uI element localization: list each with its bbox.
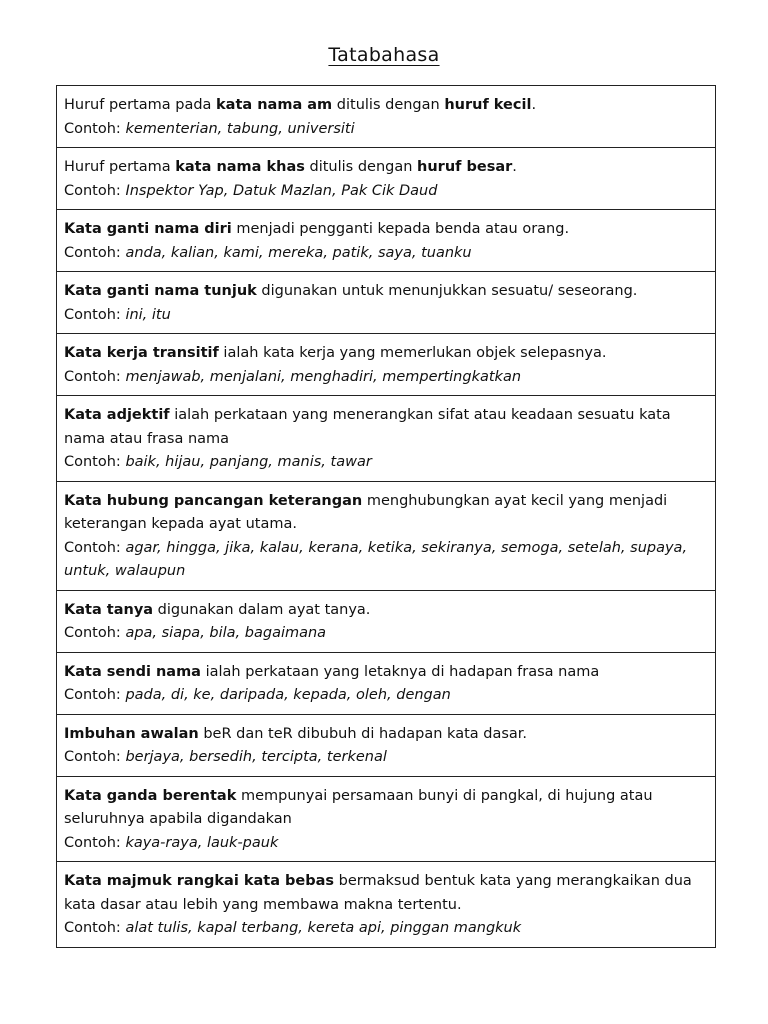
definition-text: menghubungkan ayat kecil yang menjadi keterangan kepada ayat utama.	[64, 492, 668, 532]
grammar-table	[56, 85, 716, 948]
contoh-label: Contoh:	[64, 834, 121, 851]
contoh-label: Contoh:	[64, 306, 121, 323]
definition-line	[64, 490, 708, 537]
example-line	[64, 917, 708, 941]
contoh-label: Contoh:	[64, 182, 121, 199]
definition-text: ialah perkataan yang menerangkan sifat atau keadaan sesuatu kata nama atau frasa nama	[64, 407, 671, 447]
grammar-row	[57, 776, 715, 862]
example-line	[64, 451, 708, 475]
contoh-label: Contoh:	[64, 625, 121, 641]
contoh-label: Contoh:	[64, 920, 121, 936]
grammar-term: Kata tanya	[64, 601, 154, 618]
grammar-row	[57, 590, 715, 652]
contoh-label: Contoh:	[64, 687, 121, 703]
grammar-term: Imbuhan awalan	[64, 725, 199, 742]
example-line	[64, 622, 708, 646]
definition-text: mempunyai persamaan bunyi di pangkal, di hujung atau seluruhnya apabila digandakan	[64, 787, 653, 827]
definition-text: digunakan untuk menunjukkan sesuatu/ seseorang.	[256, 283, 638, 299]
definition-line	[64, 599, 708, 623]
page-title: Tatabahasa	[328, 44, 440, 66]
example-words: berjaya, bersedih, tercipta, terkenal	[125, 749, 387, 765]
definition-line	[64, 218, 708, 242]
definition-text: Huruf pertama pada	[64, 97, 217, 113]
contoh-label: Contoh:	[64, 368, 121, 385]
definition-text: beR dan teR dibubuh di hadapan kata dasar.	[198, 725, 528, 742]
grammar-term: Kata adjektif	[64, 407, 170, 423]
grammar-term: huruf kecil	[444, 97, 532, 113]
definition-line	[64, 785, 708, 832]
grammar-row	[57, 714, 715, 776]
grammar-row	[57, 395, 715, 481]
definition-text: ditulis dengan	[304, 159, 418, 175]
contoh-label: Contoh:	[64, 749, 121, 765]
definition-text: .	[512, 159, 517, 175]
definition-text: menjadi pengganti kepada benda atau orang.	[231, 221, 570, 237]
definition-line	[64, 342, 708, 366]
grammar-term: Kata ganti nama tunjuk	[64, 283, 257, 299]
example-line	[64, 366, 708, 390]
example-line	[64, 180, 708, 204]
grammar-term: huruf besar	[417, 159, 513, 175]
definition-line	[64, 870, 708, 917]
example-words: anda, kalian, kami, mereka, patik, saya, tuanku	[125, 244, 472, 261]
example-line	[64, 118, 708, 142]
definition-text: ialah perkataan yang letaknya di hadapan frasa nama	[200, 663, 600, 680]
grammar-term: Kata hubung pancangan keterangan	[64, 492, 363, 509]
example-line	[64, 304, 708, 328]
definition-text: ditulis dengan	[332, 97, 445, 113]
grammar-row	[57, 86, 715, 147]
example-words: baik, hijau, panjang, manis, tawar	[125, 454, 372, 470]
grammar-row	[57, 481, 715, 590]
grammar-term: Kata sendi nama	[64, 663, 201, 680]
example-words: apa, siapa, bila, bagaimana	[125, 625, 327, 641]
grammar-term: Kata majmuk rangkai kata bebas	[64, 873, 335, 889]
example-line	[64, 684, 708, 708]
grammar-row	[57, 147, 715, 209]
example-words: kaya-raya, lauk-pauk	[125, 834, 279, 851]
grammar-row	[57, 861, 715, 947]
definition-line	[64, 723, 708, 747]
definition-line	[64, 404, 708, 451]
grammar-term: Kata kerja transitif	[64, 345, 219, 361]
grammar-row	[57, 652, 715, 714]
grammar-term: kata nama am	[216, 97, 333, 113]
example-words: kementerian, tabung, universiti	[125, 120, 355, 137]
grammar-row	[57, 271, 715, 333]
example-words: ini, itu	[125, 306, 171, 323]
contoh-label: Contoh:	[64, 244, 121, 261]
grammar-term: kata nama khas	[175, 159, 305, 175]
contoh-label: Contoh:	[64, 120, 121, 137]
definition-text: digunakan dalam ayat tanya.	[153, 601, 371, 618]
example-words: Inspektor Yap, Datuk Mazlan, Pak Cik Daud	[125, 182, 438, 199]
grammar-row	[57, 333, 715, 395]
example-line	[64, 537, 708, 584]
grammar-row	[57, 209, 715, 271]
example-line	[64, 832, 708, 856]
definition-text: bermaksud bentuk kata yang merangkaikan dua kata dasar atau lebih yang membawa makna tertentu.	[64, 873, 692, 913]
definition-text: Huruf pertama	[64, 159, 176, 175]
grammar-term: Kata ganda berentak	[64, 787, 237, 804]
example-line	[64, 746, 708, 770]
definition-text: .	[531, 97, 537, 113]
definition-text: ialah kata kerja yang memerlukan objek selepasnya.	[218, 345, 607, 361]
example-words: pada, di, ke, daripada, kepada, oleh, dengan	[125, 687, 451, 703]
example-words: alat tulis, kapal terbang, kereta api, pinggan mangkuk	[125, 920, 522, 936]
example-words: agar, hingga, jika, kalau, kerana, ketika, sekiranya, semoga, setelah, supaya, untuk, walaupun	[64, 539, 688, 579]
example-line	[64, 242, 708, 266]
definition-line	[64, 156, 708, 180]
definition-line	[64, 94, 708, 118]
contoh-label: Contoh:	[64, 454, 121, 470]
definition-line	[64, 280, 708, 304]
grammar-term: Kata ganti nama diri	[64, 221, 232, 237]
example-words: menjawab, menjalani, menghadiri, mempertingkatkan	[125, 368, 522, 385]
definition-line	[64, 661, 708, 685]
contoh-label: Contoh:	[64, 539, 121, 556]
